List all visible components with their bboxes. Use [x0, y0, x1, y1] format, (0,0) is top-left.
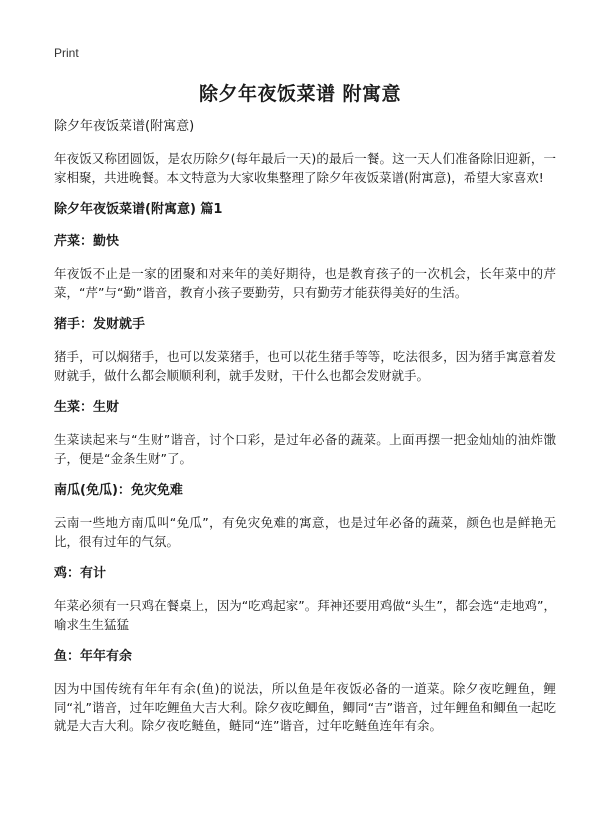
- dish-heading: 芹菜：勤快: [54, 234, 120, 249]
- dish-paragraph: 因为中国传统有年年有余(鱼)的说法，所以鱼是年夜饭必备的一道菜。除夕夜吃鲤鱼，鲤同“礼”谐音，过年吃鲤鱼大吉大利。除夕夜吃鲫鱼，鲫同“吉”谐音，过年鲤鱼和鲫鱼一起吃就是大吉大利。除夕夜吃鲢鱼，鲢同“连”谐音，过年吃鲢鱼连年有余。: [54, 681, 556, 733]
- dish-paragraph: 云南一些地方南瓜叫“免瓜”，有免灾免难的寓意，也是过年必备的蔬菜，颜色也是鲜艳无比，很有过年的气氛。: [54, 515, 556, 549]
- article-subtitle: 除夕年夜饭菜谱(附寓意): [54, 119, 195, 134]
- dish-heading: 鸡：有计: [54, 566, 107, 581]
- dish-paragraph: 猪手，可以焖猪手，也可以发菜猪手，也可以花生猪手等等，吃法很多，因为猪手寓意着发财就手，做什么都会顺顺利利，就手发财，干什么也都会发财就手。: [54, 349, 556, 383]
- dish-heading: 鱼：年年有余: [54, 649, 133, 664]
- dish-paragraph: 年夜饭不止是一家的团聚和对来年的美好期待，也是教育孩子的一次机会，长年菜中的芹菜，“芹”与“勤”谐音，教育小孩子要勤劳，只有勤劳才能获得美好的生活。: [54, 266, 556, 300]
- dish-heading: 生菜：生财: [54, 400, 120, 415]
- article-body: [54, 118, 556, 750]
- dish-paragraph: 年菜必须有一只鸡在餐桌上，因为“吃鸡起家”。拜神还要用鸡做“头生”，都会选“走地鸡”，喻求生生猛猛: [54, 598, 556, 632]
- section-title: 除夕年夜饭菜谱(附寓意) 篇1: [54, 202, 223, 217]
- intro-paragraph: 年夜饭又称团圆饭，是农历除夕(每年最后一天)的最后一餐。这一天人们准备除旧迎新，一家相聚，共进晚餐。本文特意为大家收集整理了除夕年夜饭菜谱(附寓意)，希望大家喜欢!: [54, 151, 556, 185]
- print-link[interactable]: Print: [54, 46, 79, 60]
- dish-paragraph: 生菜读起来与“生财”谐音，讨个口彩，是过年必备的蔬菜。上面再摆一把金灿灿的油炸馓子，便是“金条生财”了。: [54, 432, 556, 466]
- dish-heading: 猪手：发财就手: [54, 317, 146, 332]
- dish-heading: 南瓜(免瓜)：免灾免难: [54, 483, 183, 498]
- page-title: 除夕年夜饭菜谱 附寓意: [198, 83, 402, 105]
